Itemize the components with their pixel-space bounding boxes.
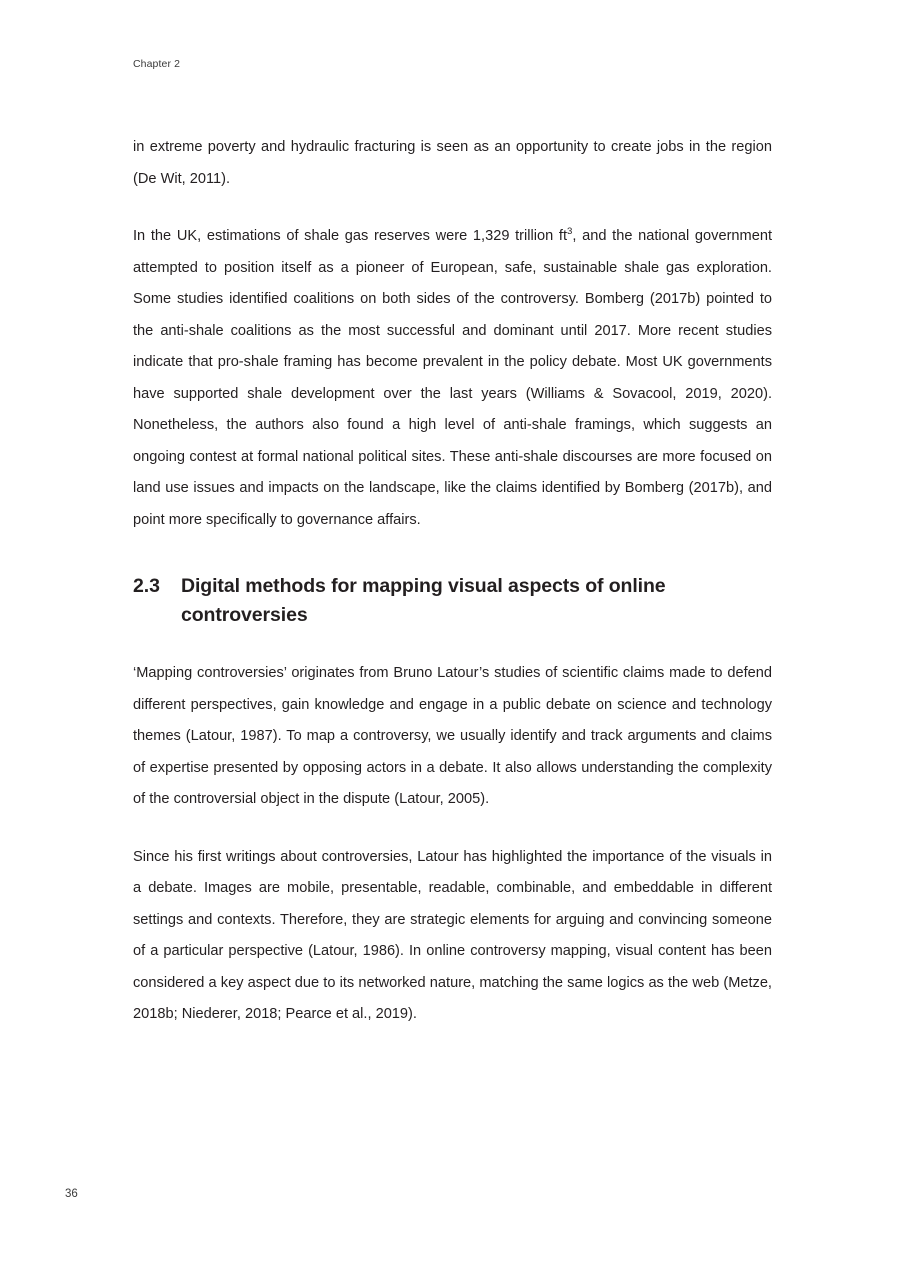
section-title: Digital methods for mapping visual aspects of online controversies [181,575,666,626]
section-heading [133,572,772,630]
superscript-exponent: 3 [567,226,573,238]
running-head: Chapter 2 [133,58,181,70]
paragraph-1: in extreme poverty and hydraulic fracturing is seen as an opportunity to create jobs in the region (De Wit, 2011). [133,139,772,187]
section-number: 2.3 [133,575,160,597]
page-body [133,132,772,1031]
paragraph-3: ‘Mapping controversies’ originates from Bruno Latour’s studies of scientific claims made to defend different perspectives, gain knowledge and engage in a public debate on science and technology themes (Latour, 1987). To map a controversy, we usually identify and track arguments and claims of expertise presented by opposing actors in a debate. It also allows understanding the complexity of the controversial object in the dispute (Latour, 2005). [133,665,772,807]
paragraph-2-part-2: , and the national government attempted to position itself as a pioneer of European, safe, sustainable shale gas exploration. Some studies identified coalitions on both sides of the controversy. Bomberg (2017b) pointed to the anti-shale coalitions as the most successful and dominant until 2017. More recent studies indicate that pro-shale framing has become prevalent in the policy debate. Most UK governments have supported shale development over the last years (Williams & Sovacool, 2019, 2020). Nonetheless, the authors also found a high level of anti-shale framings, which suggests an ongoing contest at formal national political sites. These anti-shale discourses are more focused on land use issues and impacts on the landscape, like the claims identified by Bomberg (2017b), and point more specifically to governance affairs. [133,228,772,528]
paragraph-2-part-1: In the UK, estimations of shale gas reserves were 1,329 trillion ft [133,228,568,244]
paragraph-2 [133,221,772,536]
paragraph-4: Since his first writings about controversies, Latour has highlighted the importance of the visuals in a debate. Images are mobile, presentable, readable, combinable, and embeddable in different settings and contexts. Therefore, they are strategic elements for arguing and convincing someone of a particular perspective (Latour, 1986). In online controversy mapping, visual content has been considered a key aspect due to its networked nature, matching the same logics as the web (Metze, 2018b; Niederer, 2018; Pearce et al., 2019). [133,848,772,1022]
page-number: 36 [65,1188,78,1200]
